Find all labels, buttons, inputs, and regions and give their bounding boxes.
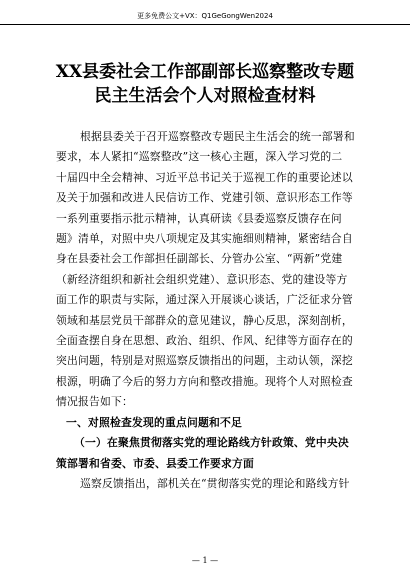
paragraph-line: 领域和基层党员干部群众的意见建议，静心反思，深刻剖析， xyxy=(56,313,353,327)
paragraph-line: 面工作的职责与实际，通过深入开展谈心谈话，广泛征求分管 xyxy=(56,293,353,307)
paragraph-line: 情况报告如下： xyxy=(56,395,133,409)
paragraph-line: （新经济组织和新社会组织党建）、意识形态、党的建设等方 xyxy=(56,272,348,286)
paragraph-line: 十届四中全会精神、习近平总书记关于巡视工作的重要论述以 xyxy=(56,170,353,184)
paragraph-line: 要求，本人紧扣“巡察整改”这一核心主题，深入学习党的二 xyxy=(56,150,343,164)
paragraph-line: 一系列重要指示批示精神，认真研读《县委巡察反馈存在问 xyxy=(56,211,342,225)
document-body xyxy=(56,127,356,494)
header-rule xyxy=(0,24,410,25)
header-note: 更多免费公文+VX：Q1GeGongWen2024 xyxy=(137,12,273,20)
paragraph-line: 突出问题，特别是对照巡察反馈指出的问题，主动认领，深挖 xyxy=(56,354,353,368)
page-number: — 1 — xyxy=(191,556,219,565)
paragraph-line: 题》清单，对照中央八项规定及其实施细则精神，紧密结合自 xyxy=(56,232,353,246)
subsection-heading-line-1: （一）在聚焦贯彻落实党的理论路线方针政策、党中央决 xyxy=(74,436,349,450)
section-heading: 一、对照检查发现的重点问题和不足 xyxy=(66,415,242,429)
paragraph-line: 及关于加强和改进人民信访工作、党建引领、意识形态工作等 xyxy=(56,191,353,205)
paragraph-line: 根源，明确了今后的努力方向和整改措施。现将个人对照检查 xyxy=(56,374,353,388)
subsection-heading-line-2: 策部署和省委、市委、县委工作要求方面 xyxy=(56,456,254,470)
paragraph-line: 全面查摆自身在思想、政治、组织、作风、纪律等方面存在的 xyxy=(56,334,353,348)
title-line-1: XX县委社会工作部副部长巡察整改专题 xyxy=(55,62,355,82)
paragraph-line: 巡察反馈指出，部机关在“贯彻落实党的理论和路线方针 xyxy=(80,476,350,490)
paragraph-line: 根据县委关于召开巡察整改专题民主生活会的统一部署和 xyxy=(80,130,355,143)
paragraph-line: 身在县委社会工作部担任副部长、分管办公室、“两新”党建 xyxy=(56,252,343,266)
document-title xyxy=(0,60,410,108)
title-line-2: 民主生活会个人对照检查材料 xyxy=(94,86,316,106)
